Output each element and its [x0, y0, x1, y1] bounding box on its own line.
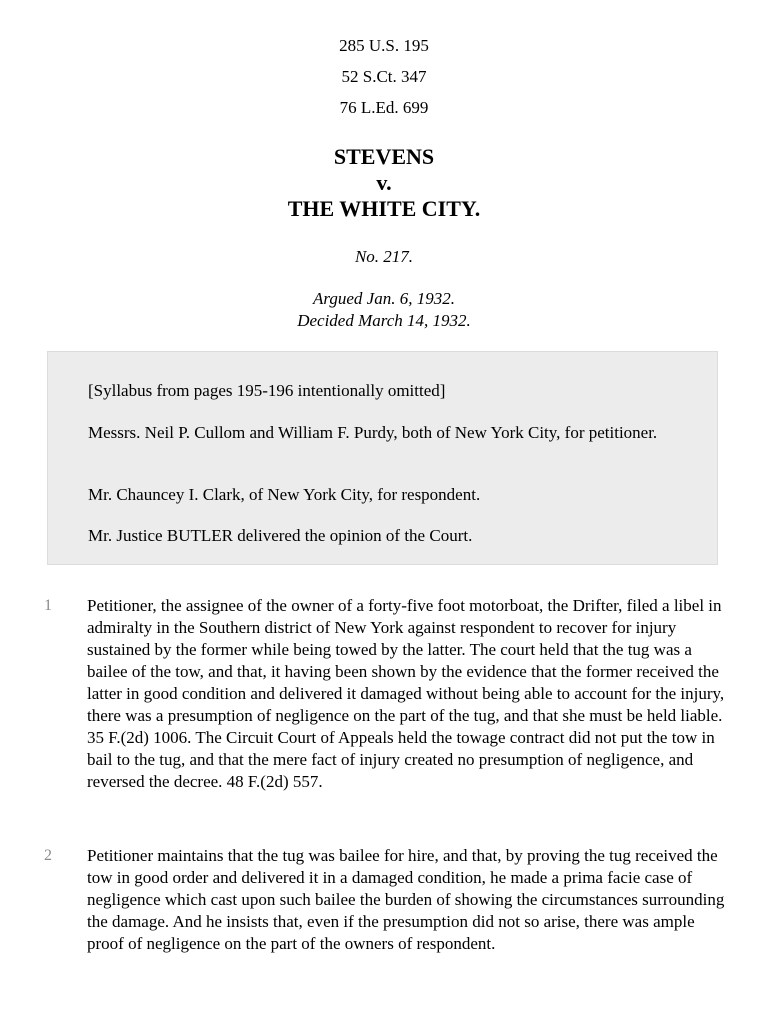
paragraph-number: 2	[44, 847, 52, 864]
paragraph-text: Petitioner, the assignee of the owner of a forty-five foot motorboat, the Drifter, filed a libel in admiralty in the Southern district of New York against respondent to recover for injury sustained by the former while being towed by the latter. The court held that the tug was a bailee of the tow, and that, it having been shown by the evidence that the former received the latter in good condition and delivered it damaged without being able to account for the injury, there was a presumption of negligence on the part of the tug, and that she must be held liable. 35 F.(2d) 1006. The Circuit Court of Appeals held the towage contract did not put the tow in bail to the tug, and that the mere fact of injury created no presumption of negligence, and reversed the decree. 48 F.(2d) 557.	[87, 596, 725, 791]
counsel-for-respondent: Mr. Chauncey I. Clark, of New York City, for respondent.	[88, 485, 481, 504]
case-title	[0, 144, 768, 222]
decided-date: Decided March 14, 1932.	[297, 311, 471, 330]
paragraph-text: Petitioner maintains that the tug was bailee for hire, and that, by proving the tug received the tow in good order and delivered it in a damaged condition, he made a prima facie case of negligence which cast upon such bailee the burden of showing the circumstances surrounding the damage. And he insists that, even if the presumption did not so arise, there was ample proof of negligence on the part of the owners of respondent.	[87, 846, 725, 953]
petitioner-name: STEVENS	[333, 144, 435, 169]
docket-number: No. 217.	[354, 247, 414, 266]
opinion-delivered-by: Mr. Justice BUTLER delivered the opinion of the Court.	[88, 526, 473, 545]
syllabus-omitted-note: [Syllabus from pages 195-196 intentionally omitted]	[88, 381, 446, 400]
argued-date: Argued Jan. 6, 1932.	[313, 289, 455, 308]
citations	[0, 34, 768, 127]
syllabus-box	[47, 351, 718, 565]
citation-lawyers-edition: 76 L.Ed. 699	[339, 98, 429, 117]
case-dates	[0, 288, 768, 332]
counsel-for-petitioner: Messrs. Neil P. Cullom and William F. Purdy, both of New York City, for petitioner.	[88, 423, 658, 442]
citation-supreme-court-reporter: 52 S.Ct. 347	[341, 67, 427, 86]
citation-us-reports: 285 U.S. 195	[339, 36, 429, 55]
respondent-name: THE WHITE CITY.	[287, 196, 481, 221]
paragraph-number: 1	[44, 597, 52, 614]
versus-label: v.	[376, 170, 392, 195]
